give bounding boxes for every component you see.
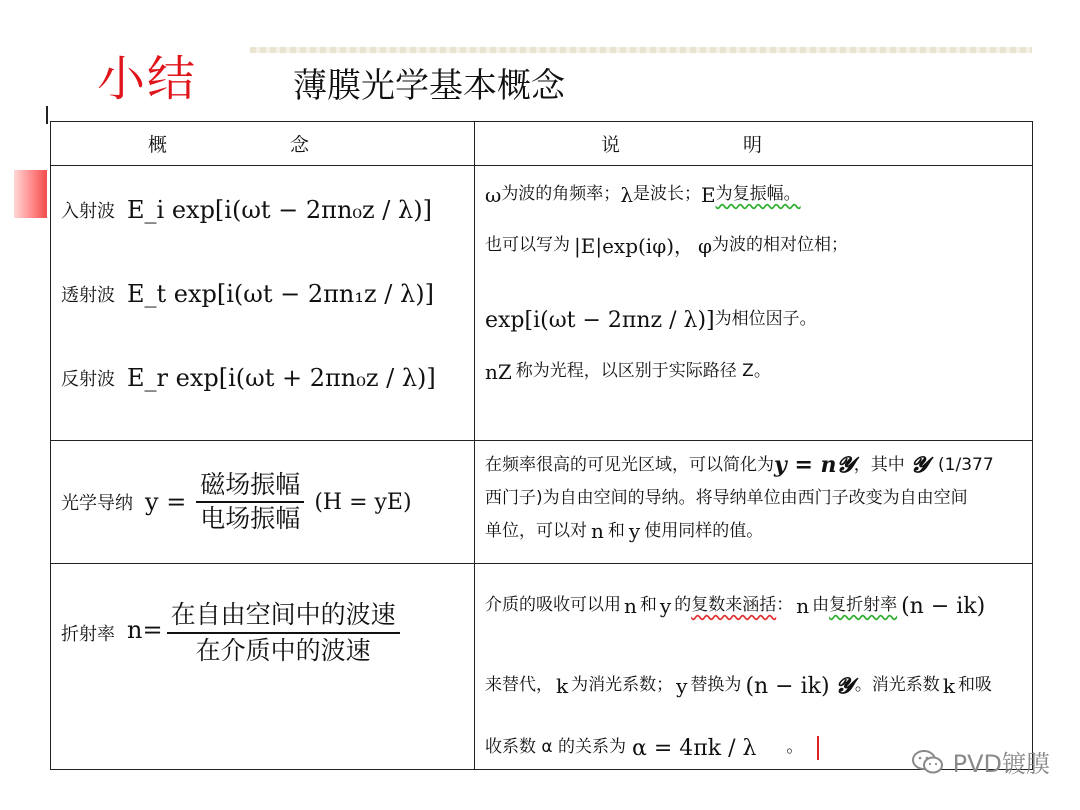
- admittance-desc-text: (1/377: [938, 455, 994, 475]
- admittance-concept-cell: [51, 441, 475, 564]
- complex-index-expr: (n − ik): [901, 593, 986, 619]
- waves-desc-text: 称为光程，以区别于实际路径 Z。: [515, 361, 771, 382]
- waves-desc-text: 为波的相对位相；: [712, 235, 849, 256]
- admittance-denominator: 电场振幅: [200, 504, 301, 533]
- admittance-desc-line-1: [485, 449, 1024, 482]
- refractive-concept-cell: [51, 564, 475, 770]
- concept-header-char-1: 概: [148, 134, 168, 156]
- refractive-fraction: [167, 598, 400, 668]
- waves-desc-text: 为复振幅。: [715, 184, 801, 205]
- waves-desc-text: 为波的角频率；: [501, 184, 621, 205]
- waves-desc-line-4: [485, 352, 1024, 392]
- refractive-desc-text: 和吸: [957, 675, 992, 696]
- refractive-desc-text: 复数来涵括: [691, 595, 777, 616]
- free-space-admittance-symbol: 𝓨: [835, 672, 853, 699]
- table-corner-tick: [46, 106, 48, 124]
- admittance-numerator: 磁场振幅: [200, 470, 301, 499]
- waves-desc-line-1: [485, 178, 1024, 212]
- text-cursor: [817, 736, 819, 760]
- admittance-desc-text: 和: [607, 521, 625, 541]
- refractive-desc-text: 的: [674, 595, 692, 616]
- complex-index-expr: (n − ik): [745, 673, 830, 699]
- omega-symbol: ω: [485, 183, 502, 207]
- admittance-label: 光学导纳: [61, 493, 133, 514]
- admittance-simplified-expr: y = n𝓨: [774, 452, 854, 478]
- complex-amplitude-expr: |E|exp(iφ)，: [574, 234, 694, 258]
- y-symbol: y: [628, 519, 641, 543]
- red-accent-bar: [14, 170, 47, 218]
- table-row-refractive-index: [51, 564, 1033, 770]
- waves-desc-text: 为相位因子。: [714, 309, 817, 330]
- n-symbol: n: [796, 594, 810, 618]
- admittance-desc-line-3: [485, 515, 1024, 548]
- waves-description-cell: [475, 166, 1033, 441]
- refractive-desc-text: ：: [776, 595, 794, 616]
- admittance-description-cell: [475, 441, 1033, 564]
- refractive-desc-text: 收系数 α 的关系为: [485, 737, 627, 758]
- transmitted-wave-label: 透射波: [61, 285, 115, 306]
- transmitted-wave: [61, 272, 466, 316]
- refractive-lhs: n=: [127, 616, 163, 644]
- reflected-wave: [61, 356, 466, 400]
- watermark: [911, 744, 1050, 779]
- refractive-desc-text: 由: [812, 595, 830, 616]
- waves-desc-line-3: [485, 300, 1024, 340]
- concept-header-char-2: 念: [289, 134, 309, 156]
- phase-factor-expr: exp[i(ωt − 2πnz / λ)]: [485, 307, 715, 333]
- waves-desc-text: 也可以写为: [485, 235, 570, 256]
- refractive-desc-text: 。消光系数: [854, 675, 940, 696]
- waves-concept-cell: [51, 166, 475, 441]
- refractive-desc-text: 为消光系数；: [571, 675, 674, 696]
- y-symbol: y: [659, 594, 672, 618]
- header-stripe: [250, 47, 1032, 53]
- k-symbol: k: [942, 674, 955, 698]
- y-symbol: y: [676, 674, 688, 698]
- k-symbol: k: [556, 674, 569, 698]
- refractive-label: 折射率: [61, 624, 115, 645]
- incident-wave-formula: E_i exp[i(ωt − 2πn₀z / λ)]: [127, 196, 432, 224]
- watermark-text: PVD镀膜: [952, 750, 1050, 778]
- waves-desc-line-2: [485, 226, 1024, 266]
- refractive-desc-text: 替换为: [690, 675, 742, 696]
- optical-path-symbol: nZ: [485, 360, 512, 384]
- concept-column-header: [51, 122, 475, 166]
- summary-label: 小结: [97, 51, 198, 107]
- refractive-description-cell: [475, 564, 1033, 770]
- refractive-desc-text: 复折射率: [829, 595, 898, 616]
- concept-table: [50, 121, 1033, 770]
- incident-wave: [61, 188, 466, 232]
- refractive-desc-text: 来替代，: [485, 675, 553, 696]
- reflected-wave-label: 反射波: [61, 369, 115, 390]
- waves-desc-text: 是波长；: [633, 184, 701, 205]
- slide-heading: 薄膜光学基本概念: [293, 66, 565, 106]
- incident-wave-label: 入射波: [61, 201, 115, 222]
- reflected-wave-formula: E_r exp[i(ωt + 2πn₀z / λ)]: [127, 364, 436, 392]
- e-symbol: E: [701, 183, 716, 207]
- admittance-relation: (H = yE): [314, 489, 412, 515]
- table-row-waves: [51, 166, 1033, 441]
- admittance-desc-text: 使用同样的值。: [644, 521, 764, 541]
- admittance-lhs: y =: [145, 488, 187, 516]
- admittance-desc-text: 单位，可以对: [485, 521, 587, 541]
- free-space-admittance-symbol: 𝓨: [910, 452, 929, 478]
- admittance-desc-text: ，其中: [853, 455, 905, 475]
- admittance-desc-text: 在频率很高的可见光区域，可以简化为: [485, 455, 774, 475]
- n-symbol: n: [591, 519, 604, 543]
- description-column-header: [475, 122, 1033, 166]
- refractive-numerator: 在自由空间中的波速: [170, 600, 396, 629]
- wechat-icon: [911, 749, 945, 775]
- absorption-relation-expr: α = 4πk / λ: [632, 735, 757, 761]
- table-header-row: [51, 122, 1033, 166]
- transmitted-wave-formula: E_t exp[i(ωt − 2πn₁z / λ)]: [127, 280, 434, 308]
- lambda-symbol: λ: [620, 183, 633, 207]
- phi-symbol: φ: [698, 234, 713, 258]
- n-symbol: n: [624, 594, 637, 618]
- refractive-desc-line-2: [485, 666, 1024, 706]
- refractive-desc-text: 和: [639, 595, 657, 616]
- refractive-desc-line-1: [485, 586, 1024, 626]
- refractive-desc-text: 介质的吸收可以用: [485, 595, 621, 616]
- description-header-char-2: 明: [742, 134, 762, 156]
- admittance-desc-line-2: 西门子)为自由空间的导纳。将导纳单位由西门子改变为自由空间: [485, 488, 968, 508]
- description-header-char-1: 说: [601, 134, 621, 156]
- admittance-fraction: [196, 469, 304, 535]
- refractive-denominator: 在介质中的波速: [195, 636, 371, 665]
- refractive-desc-text: 。: [786, 737, 804, 758]
- table-row-admittance: [51, 441, 1033, 564]
